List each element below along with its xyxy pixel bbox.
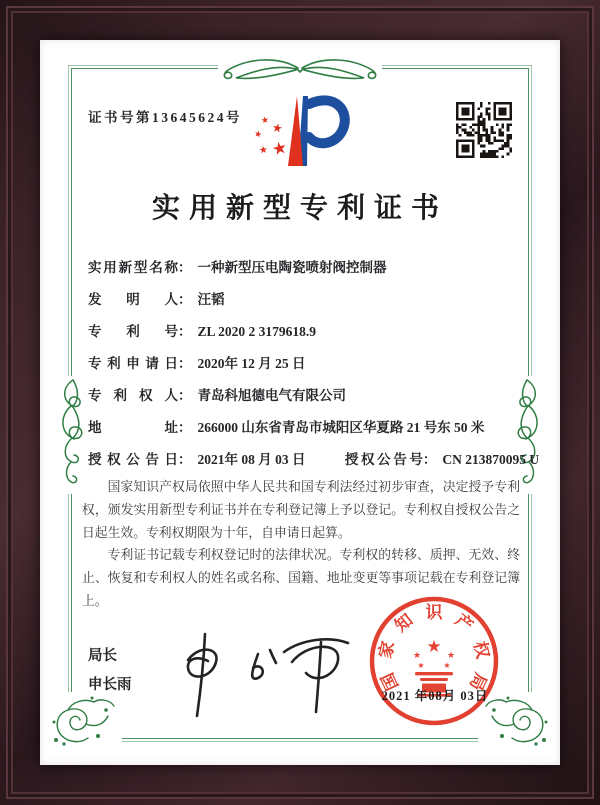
logo-blue-bowl [309, 100, 345, 143]
body-text [82, 476, 520, 613]
svg-text:★: ★ [443, 661, 451, 670]
certificate-number: 证书号第13645624号 [88, 110, 242, 125]
svg-text:★: ★ [417, 661, 425, 670]
svg-text:★: ★ [412, 650, 422, 660]
svg-text:识: 识 [425, 603, 443, 622]
svg-text:局: 局 [465, 669, 491, 694]
field-patent-number: 专利号： ZL 2020 2 3179618.9 [88, 324, 317, 339]
certificate-title: 实用新型专利证书 [151, 193, 448, 224]
logo-star-icon: ★ [270, 120, 284, 136]
certificate-page [40, 40, 560, 765]
handwritten-signature-icon [158, 626, 368, 726]
cnipa-patent-logo-icon [246, 90, 356, 172]
svg-text:知: 知 [391, 610, 417, 636]
seal-date: 2021 年08月 03日 [381, 689, 489, 703]
paragraph-register-statement: 专利证书记载专利权登记时的法律状况。专利权的转移、质押、无效、终止、恢复和专利权人的姓名或名称、国籍、地址变更等事项记载在专利登记簿上。 [82, 548, 520, 608]
field-grant-date: 授权公告日： 2021年 08 月 03 日 [88, 452, 306, 467]
svg-text:★: ★ [426, 637, 442, 656]
logo-star-icon: ★ [270, 137, 290, 160]
field-address: 地址： 266000 山东省青岛市城阳区华夏路 21 号东 50 米 [88, 420, 485, 435]
bottom-left-floral-ornament [48, 692, 122, 748]
field-filing-date: 专利申请日： 2020年 12 月 25 日 [88, 356, 306, 371]
director-title: 局长 [88, 648, 117, 664]
logo-star-icon: ★ [260, 114, 270, 126]
director-name: 申长雨 [88, 677, 132, 693]
qr-code [456, 102, 512, 158]
field-grant-row [88, 444, 540, 476]
svg-text:产: 产 [451, 610, 477, 636]
top-flourish-ornament [218, 50, 382, 88]
svg-text:★: ★ [446, 650, 456, 660]
svg-text:国: 国 [377, 669, 403, 694]
director-block [88, 642, 132, 700]
field-inventor: 发明人： 汪韬 [88, 292, 225, 307]
logo-star-icon: ★ [253, 128, 264, 140]
svg-text:家: 家 [375, 639, 399, 661]
field-patentee: 专利权人： 青岛科旭德电气有限公司 [88, 388, 346, 403]
field-grant-number: 授权公告号： CN 213870095 U [344, 452, 540, 467]
svg-text:权: 权 [469, 639, 493, 661]
logo-star-icon: ★ [258, 144, 269, 157]
field-list [88, 252, 540, 476]
paragraph-grant-statement: 国家知识产权局依照中华人民共和国专利法经过初步审查，决定授予专利权，颁发实用新型专利证书并在专利登记簿上予以登记。专利权自授权公告之日起生效。专利权期限为十年，自申请日起算。 [82, 480, 520, 540]
cnipa-round-seal [367, 594, 501, 728]
field-patent-name: 实用新型名称： 一种新型压电陶瓷喷射阀控制器 [88, 260, 387, 275]
